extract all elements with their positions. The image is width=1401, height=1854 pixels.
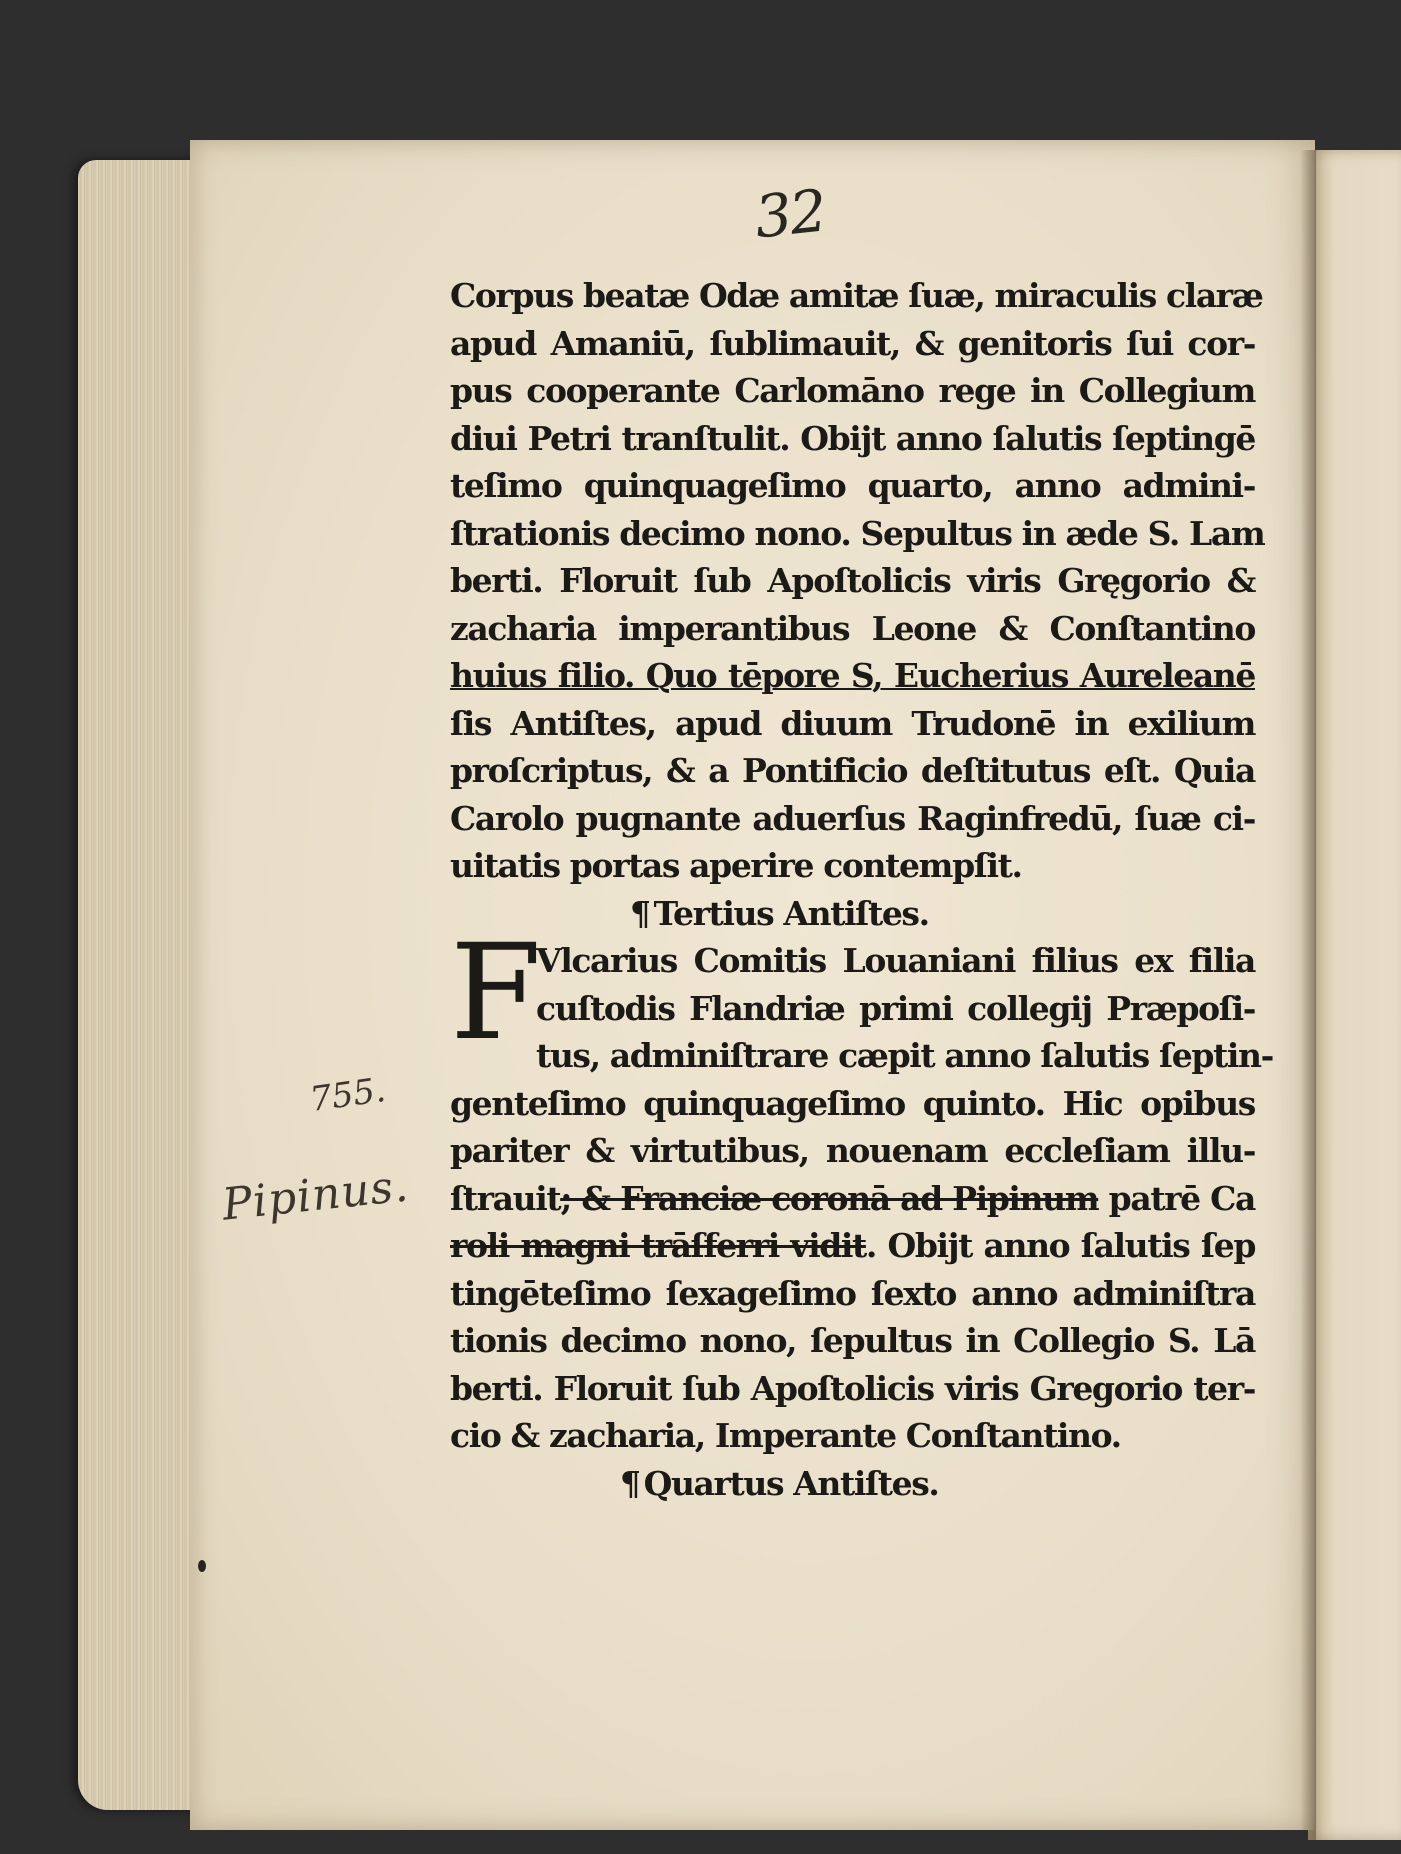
facing-page (1308, 150, 1401, 1840)
text-line: pariter & virtutibus, nouenam eccleſiam illu- (450, 1131, 1255, 1170)
text-line: Vlcarius Comitis Louaniani filius ex filia (536, 941, 1255, 980)
text-line: ſtrationis decimo nono. Sepultus in æde S. Lam (450, 513, 1265, 553)
gutter-shadow (1300, 150, 1316, 1840)
drop-cap: F (450, 916, 541, 1070)
text-line: zacharia imperantibus Leone & Conſtantino (450, 608, 1255, 648)
section-heading (450, 1460, 1255, 1508)
pilcrow-icon: ¶ (620, 1463, 640, 1503)
text-line: genteſimo quinquageſimo quinto. Hic opibus (450, 1083, 1255, 1123)
heading-text: Quartus Antiſtes. (643, 1463, 939, 1503)
text-line: berti. Floruit ſub Apoſtolicis viris Gregorio ter- (450, 1368, 1255, 1408)
text-line: pus cooperante Carlomāno rege in Collegium (450, 371, 1255, 410)
ink-speck (198, 1560, 206, 1572)
text-line: berti. Floruit ſub Apoſtolicis viris Gręgorio & (450, 561, 1255, 600)
main-text (450, 272, 1273, 1507)
marginal-note-year: 755. (307, 1069, 389, 1121)
text-line: teſimo quinquageſimo quarto, anno admini- (450, 466, 1255, 505)
text-line: apud Amaniū, ſublimauit, & genitoris ſui cor- (450, 323, 1255, 363)
text-line: Corpus beatæ Odæ amitæ ſuæ, miraculis claræ (450, 276, 1263, 315)
marginal-note-word: Pipinus. (219, 1160, 412, 1231)
heading-text: Tertius Antiſtes. (653, 893, 929, 933)
drop-cap-paragraph (450, 916, 1273, 1080)
text-line: huius filio. Quo tēpore S, Eucherius Aureleanē (450, 656, 1255, 695)
folio-number: 32 (751, 176, 829, 252)
text-line: uitatis portas aperire contempſit. (450, 846, 1022, 885)
text-line: Carolo pugnante aduerſus Raginfredū, ſuæ ci- (450, 798, 1255, 838)
pilcrow-icon: ¶ (630, 893, 650, 933)
text-line-struck: roli magni trāſferri vidit. Obijt anno ſalutis ſep (450, 1226, 1255, 1265)
text-line: tingēteſimo ſexageſimo ſexto anno adminiſtra (450, 1273, 1255, 1313)
text-line-struck: ſtrauit; & Franciæ coronā ad Pipinum patrē Ca (450, 1178, 1256, 1218)
text-line: proſcriptus, & a Pontificio deſtitutus eſt. Quia (450, 751, 1255, 790)
text-line: cio & zacharia, Imperante Conſtantino. (450, 1416, 1121, 1455)
section-heading (450, 890, 1255, 938)
text-line: tionis decimo nono, ſepultus in Collegio S. Lā (450, 1321, 1255, 1360)
text-line: cuſtodis Flandriæ primi collegij Præpoſi- (536, 988, 1255, 1028)
text-line: ſis Antiſtes, apud diuum Trudonē in exilium (450, 703, 1255, 743)
text-line: tus, adminiſtrare cæpit anno ſalutis ſeptin- (536, 1036, 1273, 1075)
text-line: diui Petri tranſtulit. Obijt anno ſalutis ſeptingē (450, 418, 1255, 458)
page-edges (78, 160, 208, 1810)
